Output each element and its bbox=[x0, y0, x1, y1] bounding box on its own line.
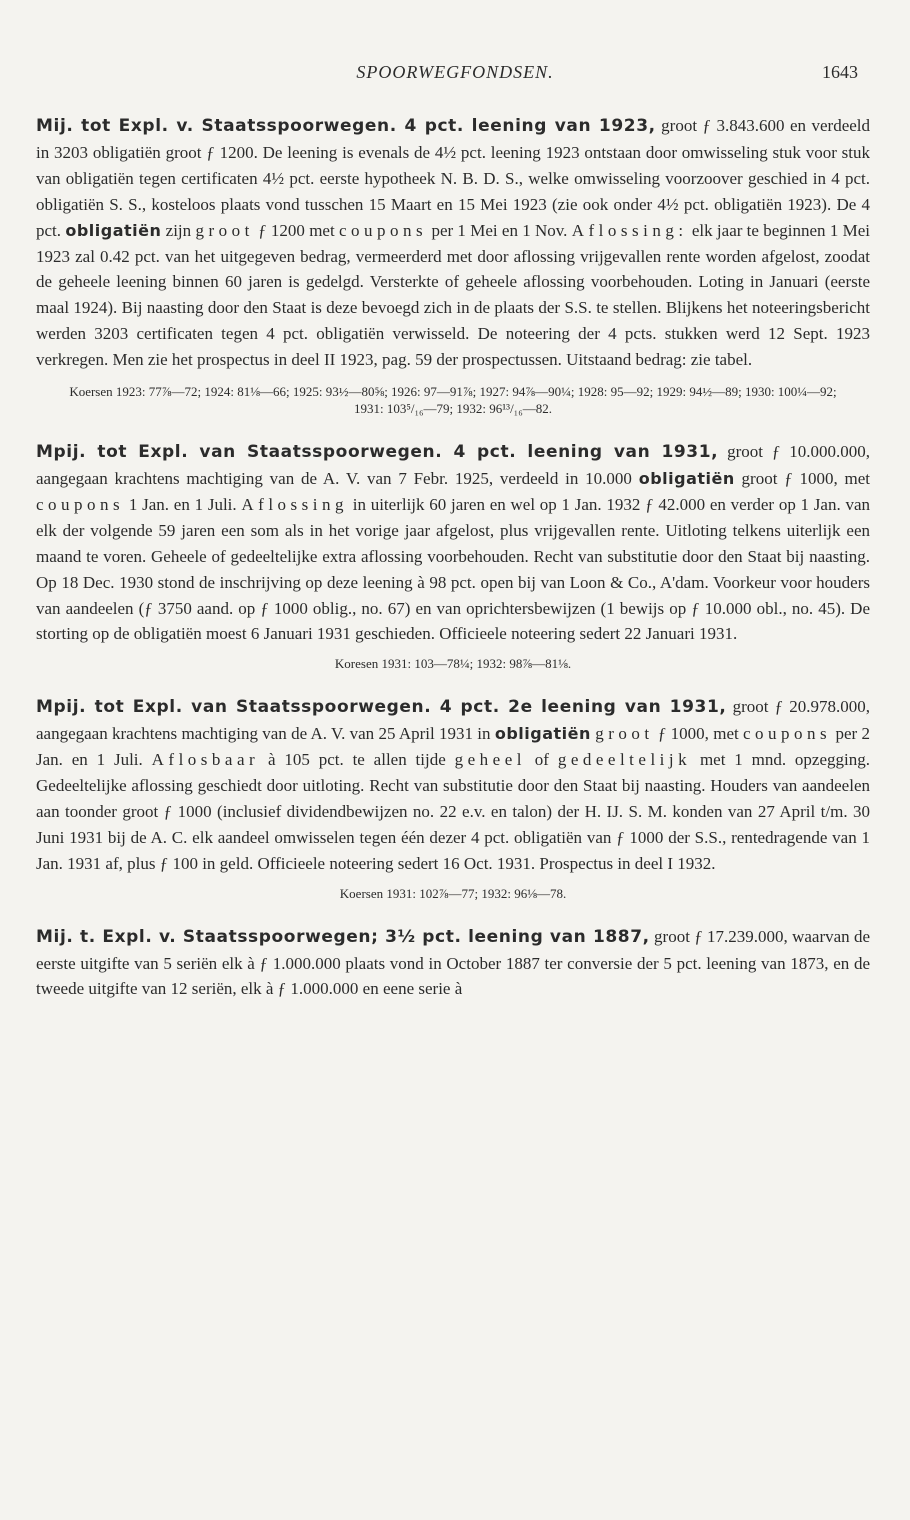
spaced-term: groot bbox=[595, 724, 654, 744]
spaced-term: geheel bbox=[454, 750, 526, 770]
entry-text: groot ƒ 3.843.600 en verdeeld in 3203 obligatiën groot ƒ 1200. De leening is evenals de 4½ pct. leening 1923 ontstaan door omwisseling stuk voor stuk van obligatiën tegen certificaten 4½ pct. eerste hypotheek N. B. D. S., welke omwisseling voorzoover geschied in 4 pct. obligatiën S. S., kosteloos plaats vond tusschen 15 Maart en 15 Mei 1923 (zie ook onder 4½ pct. obligatiën 1923). De 4 pct. bbox=[36, 116, 871, 240]
entry-text: groot ƒ 10.000.000, aangegaan krachtens machtiging van de A. V. van 7 Febr. 1925, verdeeld in 10.000 bbox=[36, 442, 870, 488]
spaced-term: groot bbox=[195, 220, 254, 240]
entry-text: per 1 Mei en 1 Nov. bbox=[427, 220, 572, 240]
keyword-obligatien: obligatiën bbox=[65, 220, 162, 240]
spaced-term: Aflossing bbox=[241, 494, 348, 514]
entry-paragraph bbox=[36, 694, 870, 876]
entry-text: 1 Jan. en 1 Juli. bbox=[124, 494, 242, 514]
spaced-term: Aflossing: bbox=[571, 220, 688, 240]
keyword-obligatien: obligatiën bbox=[494, 724, 591, 744]
entry-text: à 105 pct. te allen tijde bbox=[259, 750, 455, 770]
entry-text: groot ƒ 1000, met bbox=[734, 468, 870, 488]
entry-text: ƒ 1000, met bbox=[653, 724, 744, 744]
page-body bbox=[36, 113, 870, 1024]
entry-heading: Mpij. tot Expl. van Staatsspoorwegen. 4 pct. 2e leening van 1931, bbox=[36, 697, 727, 718]
entry-paragraph bbox=[36, 924, 870, 1003]
spaced-term: Aflosbaar bbox=[151, 750, 260, 770]
entry-text: zijn bbox=[161, 220, 196, 240]
spaced-term: coupons bbox=[338, 220, 428, 240]
page-number: 1643 bbox=[822, 62, 858, 82]
entry-text: in uiterlijk 60 jaren en wel op 1 Jan. 1932 ƒ 42.000 en verder op 1 Jan. van elk der volgende 59 jaren een som als in het vorige jaar afgelost, plus vrijgevallen rente. Uitloting telkens uiterlijk een maand te voren. Geheele of gedeeltelijke extra aflossing voorbehouden. Recht van substitutie door den Staat bij naasting. Op 18 Dec. 1930 stond de inschrijving op deze leening à 98 pct. open bij van Loon & Co., A'dam. Voorkeur voor houders van aandeelen (ƒ 3750 aand. op ƒ 1000 oblig., no. 67) en van oprichtersbewijzen (1 bewijs op ƒ 10.000 obl., no. 45). De storting op de obligatiën moest 6 Januari 1931 geschieden. Officieele noteering sedert 22 Januari 1931. bbox=[36, 494, 870, 644]
entry-paragraph bbox=[36, 113, 870, 373]
loan-entry-1923 bbox=[36, 113, 870, 417]
entry-heading: Mij. t. Expl. v. Staatsspoorwegen; 3½ pct. leening van 1887, bbox=[36, 926, 650, 947]
spaced-term: coupons bbox=[743, 724, 832, 744]
entry-text: ƒ 1200 met bbox=[253, 220, 339, 240]
price-history: Koersen 1923: 77⅞—72; 1924: 81⅛—66; 1925: 93½—80⅝; 1926: 97—91⅞; 1927: 94⅞—90¼; 1928: 95—92; 1929: 94½—89; 1930: 100¼—92; 1931: 103⁵/₁₆—79; 1932: 96¹³/₁₆—82. bbox=[69, 384, 837, 417]
spaced-term: gedeeltelijk bbox=[557, 750, 692, 770]
loan-entry-1887 bbox=[36, 924, 870, 1003]
entry-text: elk jaar te beginnen 1 Mei 1923 zal 0.42 pct. van het uitgegeven bedrag, vermeerderd met door aflossing vrijgevallen rente worden afgelost, zoodat de geheele leening binnen 60 jaren is gedelgd. Versterkte of geheele aflossing voorbehouden. Loting in Januari (eerste maal 1924). Bij naasting door den Staat is deze bevoegd zich in de plaats der S.S. te stellen. Blijkens het noteeringsbericht werden 3203 certificaten tegen 4 pct. obligatiën verwisseld. De noteering der 4 pcts. stukken werd 12 Sept. 1923 verkregen. Men zie het prospectus in deel II 1923, pag. 59 der prospectussen. Uitstaand bedrag: zie tabel. bbox=[36, 220, 871, 370]
entry-heading: Mpij. tot Expl. van Staatsspoorwegen. 4 pct. leening van 1931, bbox=[36, 442, 719, 463]
price-history: Koersen 1931: 102⅞—77; 1932: 96⅛—78. bbox=[339, 885, 567, 901]
loan-entry-1931-2 bbox=[36, 694, 870, 901]
entry-text: per 2 Jan. en 1 Juli. bbox=[36, 724, 870, 770]
entry-text: groot ƒ 20.978.000, aangegaan krachtens machtiging van de A. V. van 25 April 1931 in bbox=[36, 697, 870, 744]
entry-text: met 1 mnd. opzegging. Gedeeltelijke aflossing geschiedt door uitloting. Recht van substitutie door den Staat bij naasting. Houders van aandeelen aan toonder groot ƒ 1000 (inclusief dividendbewijzen no. 22 e.v. en talon) der H. IJ. S. M. konden van 27 April t/m. 30 Juni 1931 bij de A. C. elk aandeel omwisselen tegen één dezer 4 pct. obligatiën van ƒ 1000 der S.S., rentedragende van 1 Jan. 1931 af, plus ƒ 100 in geld. Officieele noteering sedert 16 Oct. 1931. Prospectus in deel I 1932. bbox=[36, 750, 870, 873]
running-header bbox=[0, 62, 910, 86]
spaced-term: coupons bbox=[36, 494, 125, 514]
entry-heading: Mij. tot Expl. v. Staatsspoorwegen. 4 pct. leening van 1923, bbox=[36, 116, 656, 136]
entry-text: groot ƒ 17.239.000, waarvan de eerste uitgifte van 5 seriën elk à ƒ 1.000.000 plaats vond in October 1887 ter conversie der 5 pct. leening van 1873, en de tweede uitgifte van 12 seriën, elk à ƒ 1.000.000 en eene serie à bbox=[36, 926, 870, 999]
entry-text: of bbox=[525, 750, 558, 770]
price-history: Koresen 1931: 103—78¼; 1932: 98⅞—81⅛. bbox=[334, 656, 572, 672]
running-title: SPOORWEGFONDSEN. bbox=[356, 62, 554, 82]
keyword-obligatien: obligatiën bbox=[638, 468, 735, 488]
loan-entry-1931 bbox=[36, 439, 870, 672]
entry-paragraph bbox=[36, 439, 870, 647]
